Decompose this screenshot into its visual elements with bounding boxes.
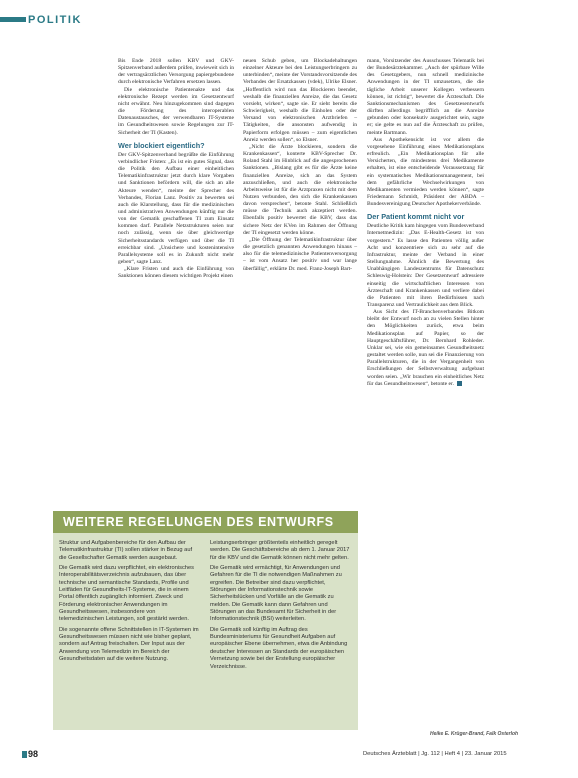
info-box-item: Leistungserbringer größtenteils einheitlich geregelt werden. Die Geschäftsbereiche ab dem 1. Januar 2017 für die KBV und die Gematik können nicht mehr gelten.: [210, 540, 350, 561]
paragraph: „Nicht die Ärzte blockieren, sondern die Krankenkassen“, konterte KBV-Sprecher Dr. Roland Stahl im Hinblick auf die angesprochenen Sanktionen. „Bislang gibt es für die Ärzte keine finanziellen Anreize, sich an das System anzuschließen, und auch die elektronische Arbeitsweise ist für die Arztpraxen nicht mit dem Nutzen verbunden, den sich die Krankenkassen davon versprechen“, betonte Stahl. Schließlich müsse die Technik auch akzeptiert werden. Ebenfalls positiv bewertet die KBV, dass das sichere Netz der KVen im Rahmen der Öffnung der TI eingesetzt werden könne.: [243, 143, 357, 236]
section-rubric: POLITIK: [28, 14, 82, 26]
info-box-item: Die Gematik soll künftig im Auftrag des Bundesministeriums für Gesundheit Aufgaben auf europäischer Ebene übernehmen, etwa die Anbindung deutscher Interessen an Standards der europäischen Vernetzung sowie bei der Erstellung europäischer Verzeichnisse.: [210, 626, 348, 670]
paragraph: „Die Öffnung der Telematikinfrastruktur über die gesetzlich genannten Anwendungen hinaus – also für die telemedizinische Patientenversorgung – ist vom Ansatz her positiv und war lange überfällig“, erklärte Dr. med. Franz-Joseph Bart-: [243, 236, 357, 272]
article-column-3: [367, 58, 484, 388]
paragraph: Die elektronische Patientenakte und das elektronische Rezept werden im Gesetzentwurf nicht erwähnt. Neu hinzugekommen sind dagegen die Förderung des interoperablen Datenaustausches, der verwendbaren IT-Systeme im Gesundheitswesen sowie Regelungen zur IT-Sicherheit der TI (Kasten).: [118, 86, 234, 136]
paragraph: [367, 309, 484, 388]
info-box-item: Die Gematik wird ermächtigt, für Anwendungen und Gefahren für die TI die notwendigen Maßnahmen zu ergreifen. Die Betreiber sind dazu verpflichtet, Störungen der Informationstechnik sowie Sicherheitslücken und Vorfälle an die Gematik zu melden. Die Gematik kann dann Gefahren und Störungen an das Bundesamt für Sicherheit in der Informationstechnik (BSI) weiterleiten.: [210, 565, 342, 623]
paragraph-text: Aus Sicht des IT-Branchenverbandes Bitkom bleibt der Entwurf noch an zu vielen Stellen hinter den Möglichkeiten zurück, etwa beim Medikationsplan auf Papier, so der Hauptgeschäftsführer, Dr. Bernhard Rohleder. Unklar sei, wie ein gemeinsames Gesundheitsnetz gestaltet werden solle, nun sei die Finanzierung von Parallelstrukturen, die in der Vergangenheit von Erschließungen der Selbstverwaltung aufgebaut worden seien. „Wir brauchen ein einheitliches Netz für das Gesundheitswesen“, betonte er.: [367, 309, 484, 387]
subheading-patient: Der Patient kommt nicht vor: [367, 212, 465, 222]
end-of-article-mark: [457, 381, 462, 386]
folio-marker: [22, 751, 27, 758]
paragraph: neuen Schub geben, um Blockadehaltungen einzelner Akteure bei den Leistungserbringern zu unterbinden“, meinte der Vorstandsvorsitzende des Verbandes der Ersatzkassen (vdek), Ulrike Elsner. „Hoffentlich wird nun das Blockieren beendet, weshalb die finanziellen Anreize, die das Gesetz vorsieht, wirken“, sagte sie. Er sieht bereits die Schwierigkeit, weshalb die Einholen oder der Versand von elektronischen Arztbriefen – Tätigkeiten, die ansonsten aufwendig in Papierform erfolgen müssen – zum eigentlichen Anreiz werden sollen“, so Elsner.: [243, 58, 357, 143]
paragraph: Deutliche Kritik kam hingegen vom Bundesverband Internetmedizin: „Das E-Health-Gesetz ist von vorgestern.“ Es lasse den Patienten völlig außer Acht und konzentriere sich zu sehr auf die Infrastruktur, meinte der Verband in einer Stellungnahme. Ähnlich die Bewertung des Unabhängigen Landeszentrums für Datenschutz Schleswig-Holstein: Der Gesetzentwurf adressiere einseitig die wirtschaftlichen Interessen von Ärzteschaft und Krankenkassen und verliere dabei die Patienten mit ihren Bedürfnissen nach Transparenz und Vertraulichkeit aus dem Blick.: [367, 223, 484, 308]
info-box-item: Die Gematik wird dazu verpflichtet, ein elektronisches Interoperabilitätsverzeichnis aufzubauen, das über technische und semantische Standards, Profile und Leitfäden für Gesundheits-IT-Systeme, die in einem Portal öffentlich zugänglich informiert. Zweck und Förderung elektronischer Anwendungen im Gesundheitswesen, insbesondere von telemedizinischen Leistungen, soll gestärkt werden.: [59, 565, 194, 623]
page-number: 98: [28, 749, 39, 759]
article-column-1: [118, 58, 234, 281]
info-box-item: Struktur und Aufgabenbereiche für den Aufbau der Telematikinfrastruktur (TI) sollen stärker in Bezug auf die Gesellschafter Gematik werden ausgebaut.: [59, 540, 193, 561]
info-box-column-right: [210, 540, 350, 674]
subheading-who-blocks: Wer blockiert eigentlich?: [118, 140, 205, 150]
info-box-column-left: [59, 540, 199, 667]
paragraph: Aus Apothekensicht ist vor allem die vorgesehene Einführung eines Medikationsplans erfreulich. „Ein Medikationsplan für alle Versicherten, die mindestens drei Medikamente erhalten, ist eine entscheidende Voraussetzung für ein systematisches Medikationsmanagement, bei dem gefährliche Wechselwirkungen von Medikamenten vermieden werden können“, sagte Friedemann Schmidt, Präsident der ABDA – Bundesvereinigung Deutscher Apothekerverbände.: [367, 136, 484, 208]
rubric-marker: [0, 17, 26, 22]
article-column-2: [243, 58, 357, 273]
paragraph: mann, Vorsitzender des Ausschusses Telematik bei der Bundesärztekammer. „Auch der spürbare Wille des Gesetzgebers, nun schnell medizinische Anwendungen in der TI umzusetzen, die die tägliche Arbeit unserer Kollegen verbessern können, ist richtig“, bewertet die Ärzteschaft. Die Sanktionsmechanismen des Gesetzesentwurfs dürften allerdings begrifflich an die Anreize gebunden oder konsekutiv ausgerichtet sein, sagte er; sie gelte es nun auf die Ärzteschaft zu prüfen, meinte Bartmann.: [367, 58, 484, 136]
info-box-title: WEITERE REGELUNGEN DES ENTWURFS: [53, 511, 358, 533]
paragraph: Der GKV-Spitzenverband begrüßte die Einführung verbindlicher Fristen: „Es ist ein gutes Signal, dass die Politik den Aufbau einer einheitlichen Telematikinfrastruktur jetzt durch klare Vorgaben und Sanktionen befördern will, die sich an alle Akteure wenden“, meinte der Sprecher des Verbandes, Florian Lanz. Positiv zu bewerten sei auch die Klarstellung, dass für die medizinischen und administrativen Anwendungen künftig nur die von der Gematik geschaffenen TI zum Einsatz kommen darf. Parallele Netzstrukturen seien nur noch zulässig, wenn sie über gleichwertige Sicherheitsstandards verfügen und über die TI erreichbar sind. „Unsichere und kostenintensive Parallelsysteme soll es in Zukunft nicht mehr geben“, sagte Lanz.: [118, 151, 234, 266]
paragraph: Bis Ende 2018 sollen KBV und GKV-Spitzenverband außerdem prüfen, inwieweit sich in der vertragsärztlichen Versorgung papiergebundene durch elektronische Verfahren ersetzen lassen.: [118, 58, 234, 86]
author-credit: Heike E. Krüger-Brand, Falk Osterloh: [430, 731, 519, 737]
info-box-item: Die sogenannte offene Schnittstellen in IT-Systemen im Gesundheitswesen müssen nicht wie bisher geplant, sondern auf Antrag freischalten. Der Input aus der Anwendung von Telemedizin im Bereich der Gesundheitsdaten auf die weitere Nutzung.: [59, 626, 199, 663]
journal-citation: Deutsches Ärzteblatt | Jg. 112 | Heft 4 | 23. Januar 2015: [363, 751, 507, 757]
paragraph: „Klare Fristen und auch die Einführung von Sanktionen können diesem wichtigen Projekt einen: [118, 266, 234, 280]
